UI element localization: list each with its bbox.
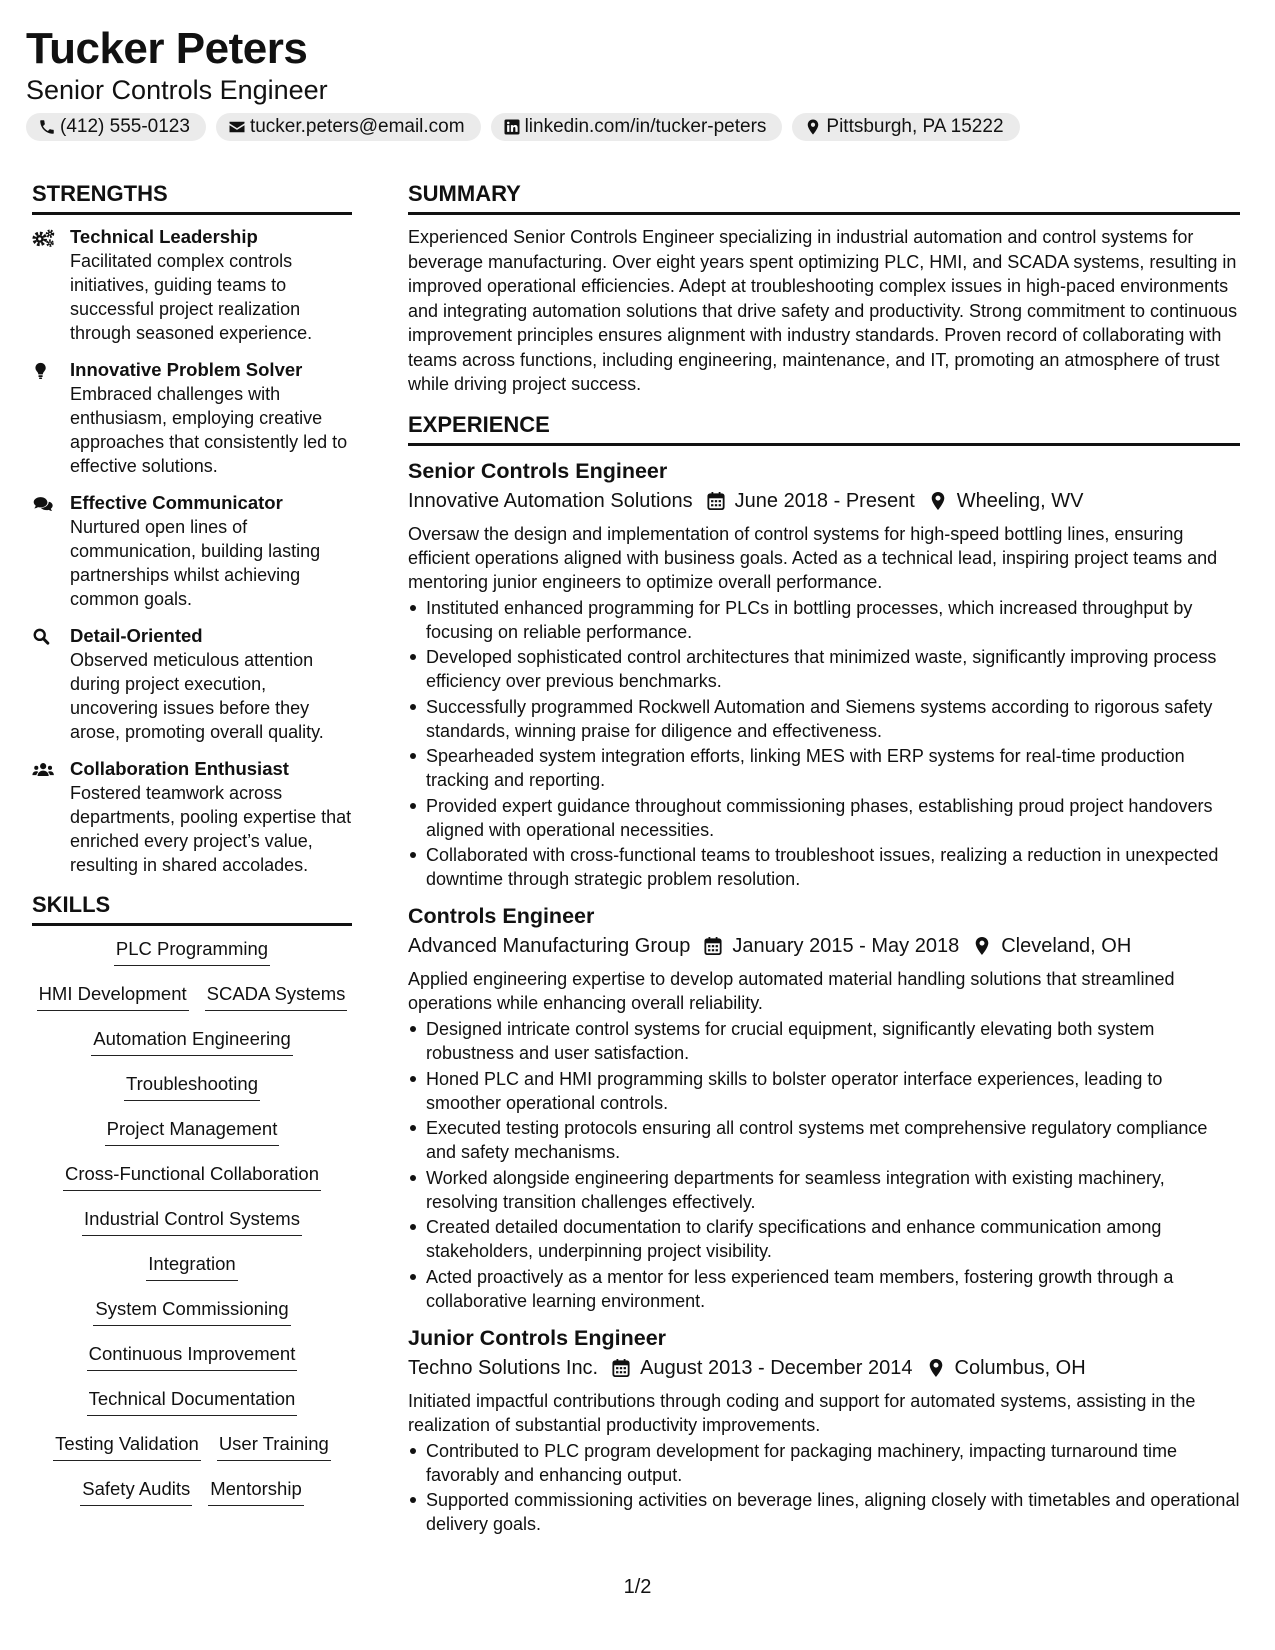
- skills-row: [32, 1206, 352, 1251]
- skills-row: [32, 1296, 352, 1341]
- users-icon: [32, 760, 56, 780]
- skill-tag: System Commissioning: [93, 1296, 290, 1326]
- job-bullet: Provided expert guidance throughout commissioning phases, establishing proud project handovers aligned with operational necessities.: [408, 794, 1240, 842]
- skill-tag: Technical Documentation: [87, 1386, 298, 1416]
- contact-linkedin[interactable]: [491, 113, 783, 141]
- job-bullet: Spearheaded system integration efforts, linking MES with ERP systems for real-time production tracking and reporting.: [408, 744, 1240, 792]
- calendar-icon: [704, 936, 722, 956]
- job-company: Techno Solutions Inc.: [408, 1356, 599, 1379]
- strength-desc: Facilitated complex controls initiatives, guiding teams to successful project realization through seasoned experience.: [70, 251, 313, 343]
- skill-tag: HMI Development: [37, 981, 189, 1011]
- job-bullet: Worked alongside engineering departments for seamless integration with existing machinery, resolving transition challenges effectively.: [408, 1166, 1240, 1214]
- skill-tag: Troubleshooting: [124, 1071, 260, 1101]
- candidate-title: Senior Controls Engineer: [26, 75, 328, 105]
- skill-tag: Automation Engineering: [91, 1026, 292, 1056]
- skill-tag: Testing Validation: [53, 1431, 201, 1461]
- job-bullet: Successfully programmed Rockwell Automation and Siemens systems according to rigorous safety standards, winning praise for diligence and effectiveness.: [408, 695, 1240, 743]
- job-bullet: Supported commissioning activities on beverage lines, aligning closely with timetables and operational delivery goals.: [408, 1488, 1240, 1536]
- skill-tag: Cross-Functional Collaboration: [63, 1161, 321, 1191]
- contact-linkedin-text: linkedin.com/in/tucker-peters: [524, 116, 767, 137]
- job-description: Oversaw the design and implementation of control systems for high-speed bottling lines, ensuring efficient operations aligned with business goals. Acted as a technical lead, inspiring project teams and mentoring junior engineers to optimize overall performance.: [408, 523, 1218, 592]
- skills-list: [32, 936, 352, 1521]
- job-location: Cleveland, OH: [1001, 935, 1132, 957]
- strength-item: [32, 624, 352, 744]
- job-location: Columbus, OH: [954, 1356, 1086, 1379]
- skills-row: [32, 936, 352, 981]
- job-meta: [408, 931, 1240, 961]
- contact-phone-text: (412) 555-0123: [60, 116, 190, 137]
- job-bullet: Executed testing protocols ensuring all control systems met comprehensive regulatory compliance and safety mechanisms.: [408, 1116, 1240, 1164]
- summary-text: Experienced Senior Controls Engineer specializing in industrial automation and control systems for beverage manufacturing. Over eight years spent optimizing PLC, HMI, and SCADA systems, resulting in improved operational efficiencies. Adept at troubleshooting complex issues in high-paced environments and integrating automation solutions that drive safety and productivity. Strong commitment to continuous improvement principles ensures alignment with industry standards. Proven record of collaborating with teams across functions, including engineering, maintenance, and IT, promoting an atmosphere of trust while driving project success.: [408, 227, 1238, 394]
- strength-desc: Observed meticulous attention during project execution, uncovering issues before they arose, promoting overall quality.: [70, 650, 324, 742]
- strength-desc: Fostered teamwork across departments, pooling expertise that enriched every project’s value, resulting in shared accolades.: [70, 783, 352, 875]
- experience-list: [408, 456, 1240, 1537]
- job-description: Initiated impactful contributions through coding and support for automated systems, assisting in the realization of substantial productivity improvements.: [408, 1390, 1196, 1435]
- contact-email[interactable]: [216, 113, 481, 141]
- strength-item: [32, 491, 352, 611]
- strength-desc: Nurtured open lines of communication, building lasting partnerships whilst achieving common goals.: [70, 517, 321, 609]
- job-title: Junior Controls Engineer: [408, 1325, 667, 1350]
- skill-tag: Safety Audits: [80, 1476, 192, 1506]
- lightbulb-icon: [32, 361, 56, 381]
- job-bullets: [408, 1439, 1240, 1537]
- strength-title: Collaboration Enthusiast: [70, 758, 289, 779]
- job-bullet: Acted proactively as a mentor for less experienced team members, fostering growth through a collaborative learning environment.: [408, 1265, 1240, 1313]
- job-meta: [408, 1353, 1240, 1383]
- job-entry: [408, 901, 1240, 1313]
- page-number: 1/2: [623, 1576, 652, 1598]
- skills-row: [32, 1071, 352, 1116]
- strength-title: Effective Communicator: [70, 492, 283, 513]
- skill-tag: Mentorship: [208, 1476, 304, 1506]
- skills-row: [32, 1476, 352, 1521]
- phone-icon: [38, 118, 56, 136]
- skill-tag: Industrial Control Systems: [82, 1206, 302, 1236]
- job-bullet: Collaborated with cross-functional teams to troubleshoot issues, realizing a reduction in unexpected downtime through strategic problem resolution.: [408, 843, 1240, 891]
- strength-title: Detail-Oriented: [70, 625, 203, 646]
- gears-icon: [32, 228, 56, 248]
- job-company: Advanced Manufacturing Group: [408, 935, 691, 957]
- strengths-heading: STRENGTHS: [32, 180, 352, 215]
- job-dates: January 2015 - May 2018: [732, 935, 960, 957]
- map-pin-icon: [929, 491, 947, 511]
- contact-email-text: tucker.peters@email.com: [249, 116, 465, 137]
- skills-heading: SKILLS: [32, 891, 352, 926]
- candidate-name: Tucker Peters: [26, 24, 308, 73]
- job-dates: August 2013 - December 2014: [640, 1356, 913, 1379]
- left-column: [32, 180, 352, 1521]
- job-bullet: Honed PLC and HMI programming skills to bolster operator interface experiences, leading to smoother operational controls.: [408, 1067, 1240, 1115]
- skill-tag: PLC Programming: [114, 936, 270, 966]
- skill-tag: Project Management: [105, 1116, 280, 1146]
- summary-heading: SUMMARY: [408, 180, 1240, 215]
- job-title: Senior Controls Engineer: [408, 458, 668, 483]
- strength-item: [32, 358, 352, 478]
- linkedin-icon: [503, 118, 521, 136]
- job-bullet: Designed intricate control systems for crucial equipment, significantly elevating both system robustness and user satisfaction.: [408, 1017, 1240, 1065]
- job-company: Innovative Automation Solutions: [408, 489, 693, 512]
- job-bullet: Instituted enhanced programming for PLCs in bottling processes, which increased throughput by focusing on reliable performance.: [408, 596, 1240, 644]
- strength-title: Innovative Problem Solver: [70, 359, 303, 380]
- skills-row: [32, 1341, 352, 1386]
- map-pin-icon: [804, 118, 822, 136]
- skills-row: [32, 981, 352, 1026]
- job-bullet: Contributed to PLC program development for packaging machinery, impacting turnaround time favorably and enhancing output.: [408, 1439, 1240, 1487]
- job-description: Applied engineering expertise to develop automated material handling solutions that streamlined operations while enhancing overall reliability.: [408, 969, 1175, 1013]
- skills-row: [32, 1116, 352, 1161]
- right-column: [408, 180, 1240, 1546]
- envelope-icon: [228, 118, 246, 136]
- job-entry: [408, 1323, 1240, 1537]
- comments-icon: [32, 494, 56, 514]
- job-entry: [408, 456, 1240, 892]
- job-title: Controls Engineer: [408, 904, 595, 928]
- skills-row: [32, 1161, 352, 1206]
- job-bullets: [408, 596, 1240, 892]
- job-dates: June 2018 - Present: [734, 489, 915, 512]
- contact-location: [792, 113, 1019, 141]
- skill-tag: Continuous Improvement: [87, 1341, 298, 1371]
- job-location: Wheeling, WV: [956, 489, 1084, 512]
- job-meta: [408, 486, 1240, 516]
- strength-title: Technical Leadership: [70, 226, 258, 247]
- calendar-icon: [707, 491, 725, 511]
- strength-item: [32, 757, 352, 877]
- map-pin-icon: [927, 1358, 945, 1378]
- skill-tag: SCADA Systems: [205, 981, 348, 1011]
- skills-row: [32, 1386, 352, 1431]
- contact-phone[interactable]: [26, 113, 206, 141]
- calendar-icon: [612, 1358, 630, 1378]
- job-bullet: Created detailed documentation to clarify specifications and enhance communication among stakeholders, underpinning project visibility.: [408, 1215, 1240, 1263]
- skills-row: [32, 1251, 352, 1296]
- strength-desc: Embraced challenges with enthusiasm, employing creative approaches that consistently led to effective solutions.: [70, 384, 348, 476]
- contact-bar: [26, 113, 1020, 141]
- skills-row: [32, 1026, 352, 1071]
- skill-tag: Integration: [146, 1251, 237, 1281]
- skill-tag: User Training: [217, 1431, 331, 1461]
- strength-item: [32, 225, 352, 345]
- experience-heading: EXPERIENCE: [408, 411, 1240, 446]
- job-bullets: [408, 1017, 1240, 1313]
- contact-location-text: Pittsburgh, PA 15222: [826, 116, 1004, 137]
- job-bullet: Developed sophisticated control architectures that minimized waste, significantly improving process efficiency over previous benchmarks.: [408, 645, 1240, 693]
- magnifier-icon: [32, 627, 56, 647]
- skills-row: [32, 1431, 352, 1476]
- map-pin-icon: [973, 936, 991, 956]
